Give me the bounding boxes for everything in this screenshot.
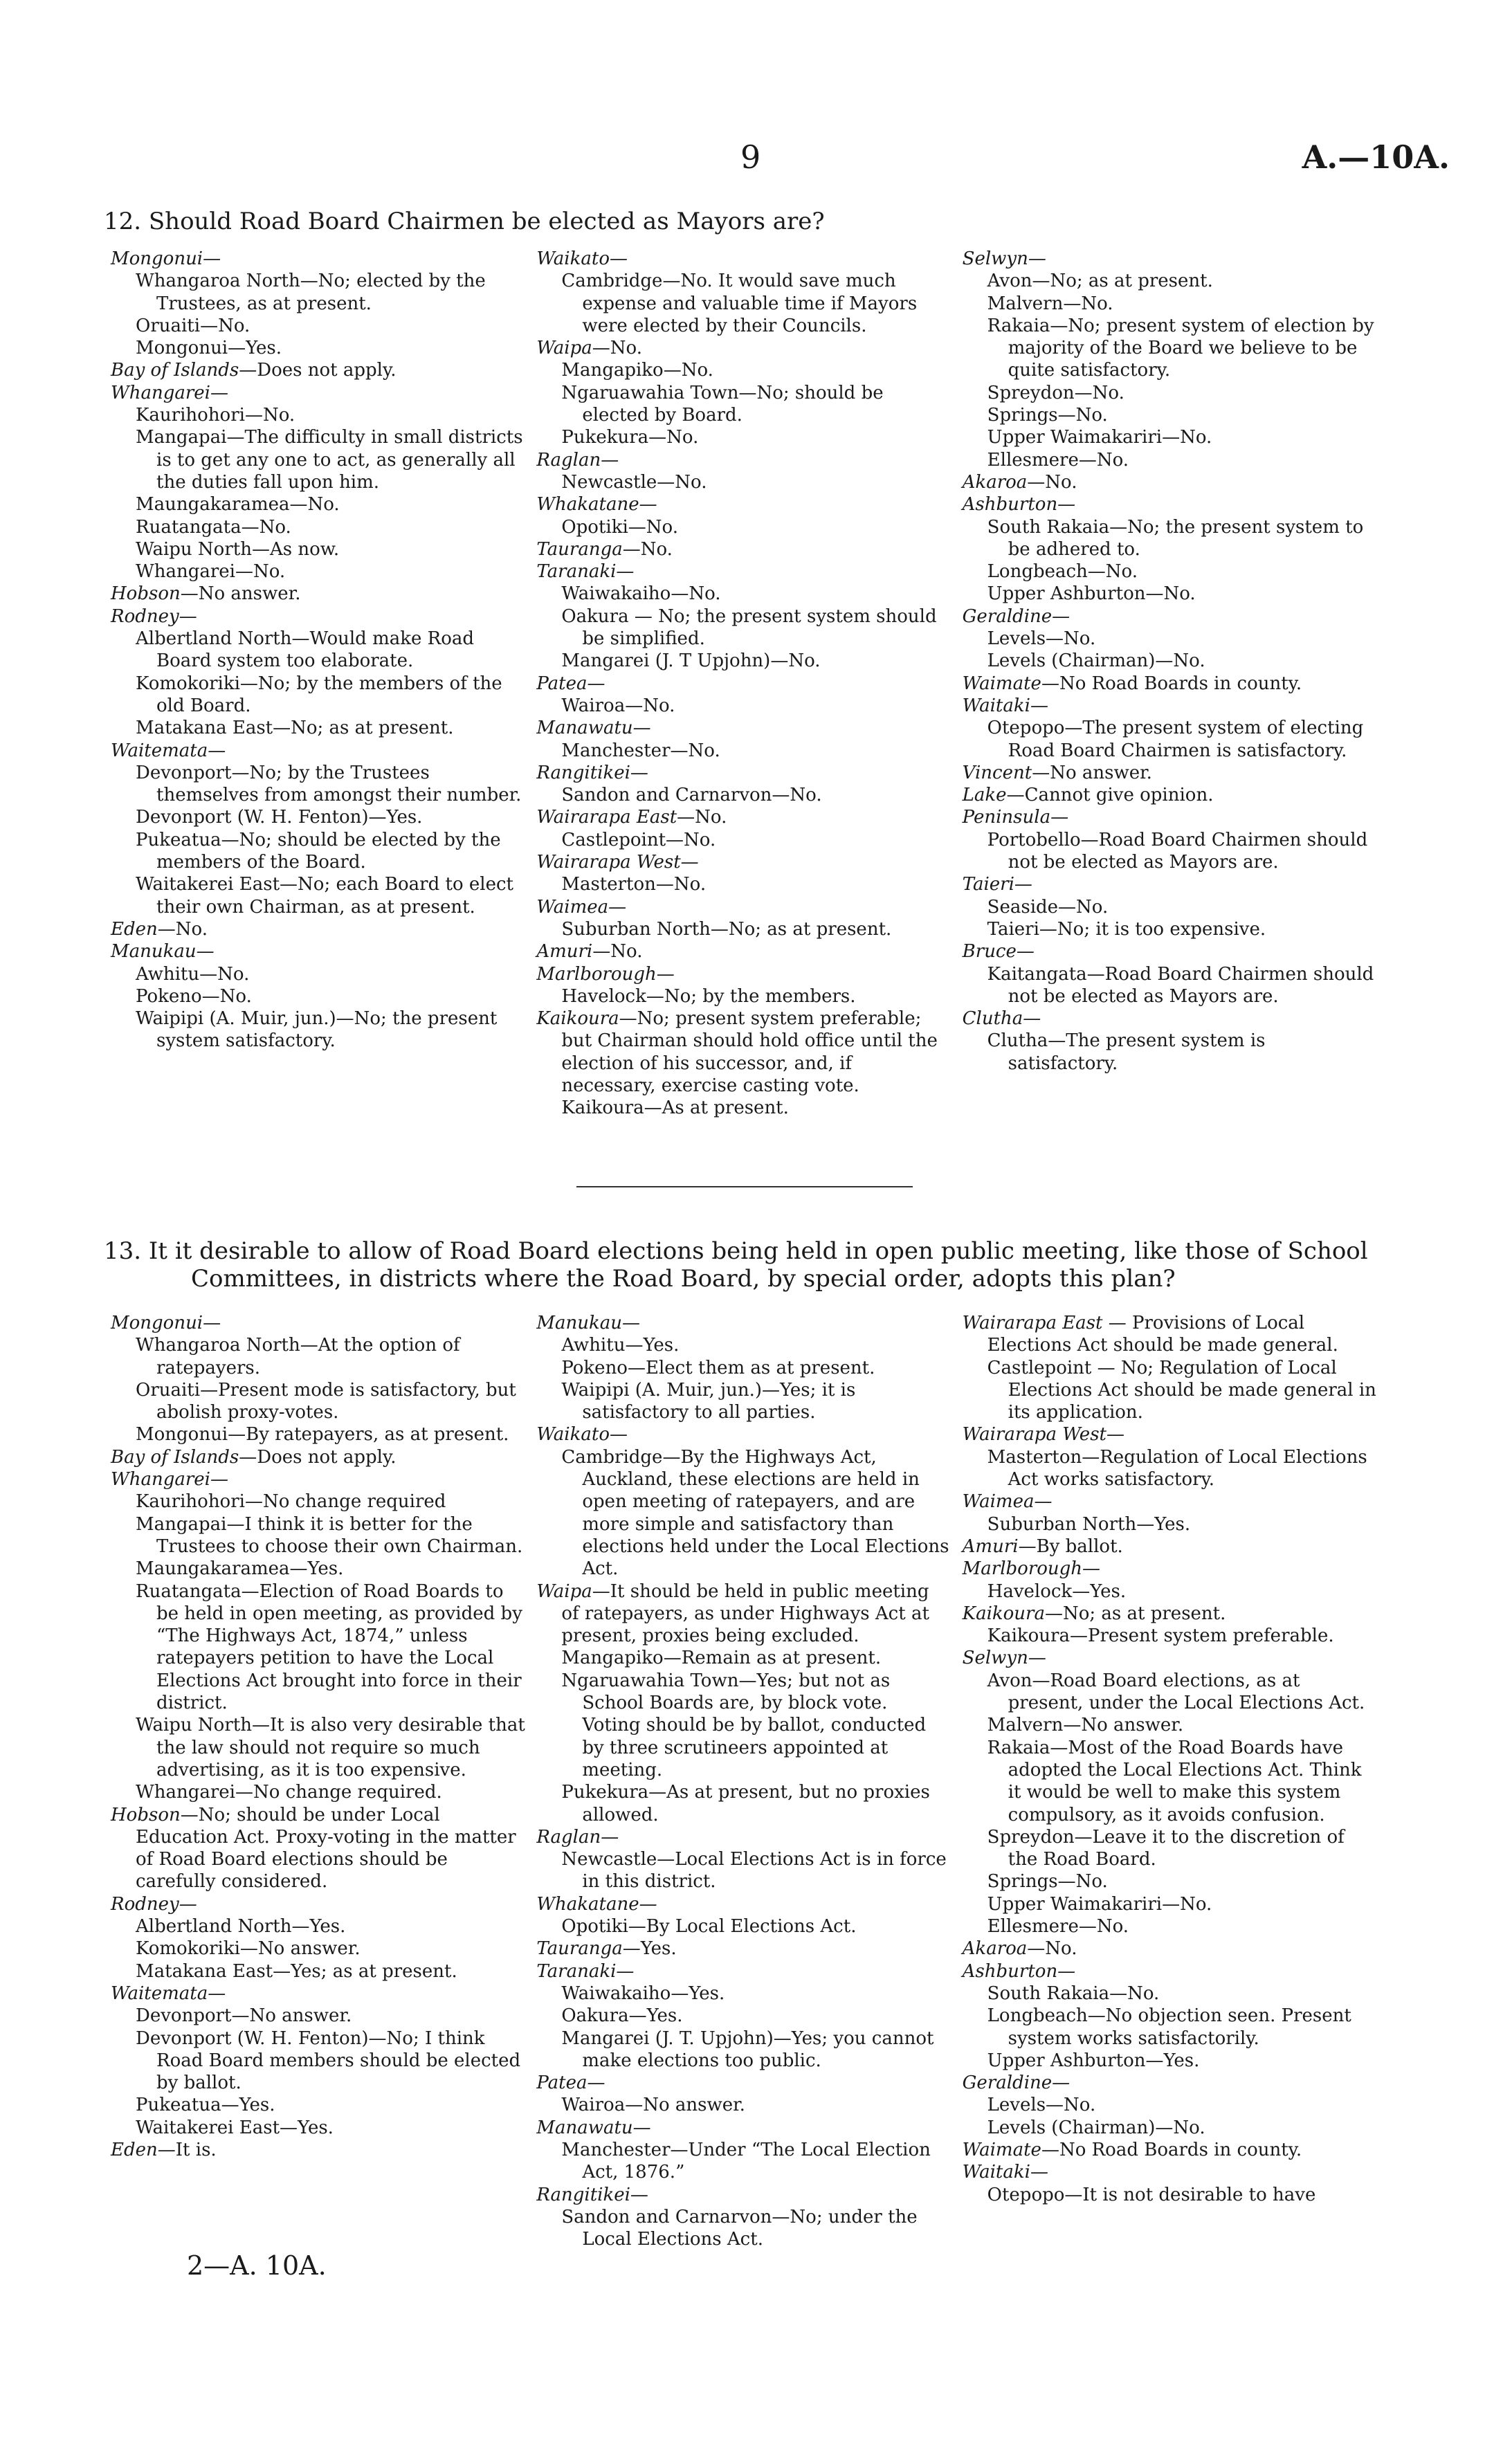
board-answer: Whangarei—No change required.: [136, 1782, 442, 1803]
question-13-answers: [111, 1312, 1377, 2250]
district-heading: [536, 673, 951, 695]
board-answer: Ngaruawahia Town—No; should be elected by Board.: [561, 382, 884, 426]
district-answer: —No.: [157, 918, 208, 940]
answers-column: [963, 248, 1377, 1120]
board-answer: Upper Ashburton—No.: [987, 583, 1196, 605]
board-answer: Manchester—No.: [561, 740, 720, 761]
board-answer: Oakura — No; the present system should be simplified.: [561, 605, 937, 650]
district-name: Vincent: [962, 762, 1032, 783]
board-answer: Albertland North—Yes.: [136, 1916, 346, 1938]
district-heading: [536, 1826, 951, 1848]
board-answer: Maungakaramea—No.: [136, 494, 340, 516]
board-answer: Komokoriki—No answer.: [136, 1938, 361, 1960]
district-name: Wairarapa West—: [536, 852, 699, 873]
section-divider: [576, 1186, 913, 1187]
district-answer: —Does not apply.: [239, 360, 397, 381]
board-answer: Ellesmere—No.: [987, 449, 1129, 471]
district-answer: —No answer.: [1032, 762, 1152, 783]
board-answer: Ngaruawahia Town—Yes; but not as School Boards are, by block vote. Voting should be by ballot, conducted by three scrutineers appointed at meeting.: [561, 1670, 927, 1780]
district-name: Taranaki—: [536, 1960, 635, 1982]
district-name: Waitemata—: [111, 1983, 226, 2004]
district-name: Marlborough—: [962, 1558, 1101, 1580]
board-answer: Kaikoura—Present system preferable.: [987, 1625, 1334, 1647]
district-heading: [963, 1938, 1377, 1960]
board-answer: Wairoa—No.: [561, 695, 675, 716]
board-answer: Levels—No.: [987, 628, 1096, 650]
district-heading: [963, 471, 1377, 493]
district-answer: —Yes.: [622, 1938, 677, 1960]
board-answer: Kaurihohori—No change required: [136, 1491, 446, 1513]
district-heading: [111, 605, 525, 628]
district-heading: [536, 2184, 951, 2206]
district-name: Raglan—: [536, 1826, 619, 1848]
district-answer: — Provisions of Local Elections Act should be made general.: [987, 1313, 1338, 1356]
district-name: Waipa: [536, 338, 592, 359]
district-heading: [536, 1312, 951, 1334]
board-answer: Opotiki—No.: [561, 516, 678, 538]
district-heading: [536, 337, 951, 359]
district-heading: [536, 561, 951, 583]
district-heading: [111, 1893, 525, 1915]
answers-column: [536, 248, 951, 1120]
district-heading: [963, 1558, 1377, 1580]
district-name: Patea—: [536, 673, 605, 694]
board-answer: Mongonui—By ratepayers, as at present.: [136, 1424, 509, 1446]
district-heading: [536, 851, 951, 873]
district-heading: [963, 673, 1377, 695]
board-answer: Seaside—No.: [987, 896, 1109, 918]
board-answer: Otepopo—The present system of electing Road Board Chairmen is satisfactory.: [987, 718, 1364, 761]
district-heading: [963, 605, 1377, 628]
district-name: Waitaki—: [962, 2162, 1048, 2183]
board-answer: Mangarei (J. T. Upjohn)—Yes; you cannot make elections too public.: [561, 2028, 934, 2071]
board-answer: Spreydon—Leave it to the discretion of the Road Board.: [987, 1826, 1345, 1870]
district-name: Tauranga: [536, 538, 623, 560]
district-heading: [536, 1960, 951, 1983]
district-heading: [536, 2072, 951, 2094]
board-answer: Avon—No; as at present.: [987, 271, 1213, 292]
board-answer: Pokeno—Elect them as at present.: [561, 1357, 875, 1378]
board-answer: Rakaia—No; present system of election by majority of the Board we believe to be quite satisfactory.: [987, 315, 1374, 381]
board-answer: Awhitu—Yes.: [561, 1335, 680, 1356]
district-heading: [963, 2139, 1377, 2161]
district-name: Whangarei—: [111, 382, 228, 403]
answers-column: [111, 248, 525, 1120]
district-name: Manawatu—: [536, 718, 651, 739]
district-name: Bay of Islands: [111, 1446, 239, 1468]
district-name: Waikato—: [536, 248, 628, 269]
board-answer: Masterton—Regulation of Local Elections Act works satisfactory.: [987, 1446, 1367, 1491]
district-heading: [111, 583, 525, 605]
board-answer: Devonport (W. H. Fenton)—No; I think Road Board members should be elected by ballot.: [136, 2028, 521, 2094]
district-heading: [963, 1491, 1377, 1513]
district-heading: [963, 784, 1377, 806]
district-name: Geraldine—: [962, 2072, 1071, 2094]
district-name: Patea—: [536, 2072, 605, 2094]
board-answer: Upper Ashburton—Yes.: [987, 2050, 1200, 2071]
district-name: Kaikoura: [962, 1603, 1045, 1624]
board-answer: Albertland North—Would make Road Board system too elaborate.: [136, 628, 475, 672]
board-answer: Mangapai—The difficulty in small districts is to get any one to act, as generally all the duties fall upon him.: [136, 427, 523, 493]
district-heading: [111, 918, 525, 940]
board-answer: Havelock—Yes.: [987, 1580, 1127, 1602]
district-name: Waimate: [962, 673, 1041, 694]
board-answer: Devonport—No answer.: [136, 2005, 352, 2027]
district-answer: —No.: [677, 807, 727, 828]
board-answer: Malvern—No.: [987, 293, 1113, 314]
board-answer: Waitakerei East—No; each Board to elect their own Chairman, as at present.: [136, 874, 513, 918]
district-name: Kaikoura: [536, 1008, 619, 1030]
district-answer: —No; should be under Local Education Act. Proxy-voting in the matter of Road Board elections should be carefully considered.: [136, 1804, 516, 1893]
district-heading: [963, 1423, 1377, 1446]
board-answer: Whangarei—No.: [136, 561, 286, 583]
district-name: Taranaki—: [536, 561, 635, 583]
district-heading: [963, 493, 1377, 516]
district-name: Selwyn—: [962, 1648, 1046, 1669]
board-answer: Waipu North—As now.: [136, 538, 340, 560]
district-answer: —No Road Boards in county.: [1041, 673, 1302, 694]
board-answer: Longbeach—No.: [987, 561, 1138, 583]
district-name: Manukau—: [111, 941, 215, 963]
district-answer: —No Road Boards in county.: [1041, 2139, 1302, 2160]
board-answer: Castlepoint—No.: [561, 829, 716, 850]
district-name: Hobson: [111, 583, 181, 605]
district-heading: [963, 1960, 1377, 1983]
board-answer: Pukekura—As at present, but no proxies allowed.: [561, 1782, 930, 1825]
board-answer: Portobello—Road Board Chairmen should not be elected as Mayors are.: [987, 829, 1368, 873]
district-answer: —No; present system preferable; but Chairman should hold office until the election of his successor, and, if necessary, exercise casting vote.: [561, 1008, 938, 1096]
board-answer: Cambridge—No. It would save much expense and valuable time if Mayors were elected by their Councils.: [561, 271, 918, 336]
page-signature: 2—A. 10A.: [187, 2250, 327, 2281]
district-answer: —It is.: [157, 2139, 217, 2160]
district-name: Wairarapa East: [536, 807, 677, 828]
district-answer: —Cannot give opinion.: [1006, 785, 1214, 806]
board-answer: Pukekura—No.: [561, 427, 699, 448]
board-answer: Matakana East—No; as at present.: [136, 718, 454, 739]
district-heading: [963, 806, 1377, 828]
district-name: Waipa: [536, 1580, 592, 1602]
board-answer: Pokeno—No.: [136, 985, 252, 1007]
district-heading: [963, 1008, 1377, 1030]
board-answer: Clutha—The present system is satisfactory.: [987, 1030, 1266, 1074]
district-name: Waitemata—: [111, 740, 226, 761]
district-heading: [111, 1446, 525, 1468]
board-answer: Kaikoura—As at present.: [561, 1097, 789, 1119]
district-heading: [963, 248, 1377, 270]
district-answer: —It should be held in public meeting of ratepayers, as under Highways Act at present, proxies being excluded.: [561, 1580, 929, 1647]
district-name: Bay of Islands: [111, 360, 239, 381]
district-heading: [536, 717, 951, 739]
board-answer: Springs—No.: [987, 1871, 1108, 1893]
board-answer: Opotiki—By Local Elections Act.: [561, 1916, 857, 1938]
document-reference: A.—10A.: [1302, 138, 1450, 176]
board-answer: Mangapiko—Remain as at present.: [561, 1648, 882, 1669]
board-answer: Maungakaramea—Yes.: [136, 1558, 344, 1580]
district-name: Raglan—: [536, 449, 619, 471]
board-answer: Devonport—No; by the Trustees themselves from amongst their number.: [136, 762, 522, 806]
district-heading: [111, 382, 525, 404]
district-name: Taieri—: [962, 874, 1032, 895]
district-name: Marlborough—: [536, 963, 675, 985]
question-13-heading: 13. It it desirable to allow of Road Board elections being held in open public meeting, like those of School Committees, in districts where the Road Board, by special order, adopts this plan?: [104, 1237, 1368, 1293]
district-name: Bruce—: [962, 941, 1035, 963]
board-answer: Oruaiti—Present mode is satisfactory, but abolish proxy-votes.: [136, 1379, 516, 1423]
board-answer: Waipipi (A. Muir, jun.)—No; the present system satisfactory.: [136, 1008, 498, 1052]
answers-column: [536, 1312, 951, 2250]
page-number: 9: [740, 138, 761, 176]
board-answer: Manchester—Under “The Local Election Act, 1876.”: [561, 2139, 931, 2183]
board-answer: Upper Waimakariri—No.: [987, 1893, 1212, 1915]
district-name: Ashburton—: [962, 494, 1076, 516]
district-name: Wairarapa West—: [962, 1424, 1124, 1446]
district-heading: [536, 896, 951, 918]
district-heading: [536, 1580, 951, 1648]
district-name: Rangitikei—: [536, 762, 648, 783]
district-name: Whangarei—: [111, 1469, 228, 1491]
board-answer: Ruatangata—Election of Road Boards to be held in open meeting, as provided by “The Highways Act, 1874,” unless ratepayers petition to have the Local Elections Act brought into force in their district.: [136, 1580, 522, 1714]
district-heading: [111, 1983, 525, 2005]
board-answer: Waiwakaiho—Yes.: [561, 1983, 725, 2004]
question-12-heading: 12. Should Road Board Chairmen be elected as Mayors are?: [104, 208, 825, 235]
district-name: Akaroa: [962, 1938, 1028, 1960]
board-answer: Levels (Chairman)—No.: [987, 650, 1205, 672]
board-answer: South Rakaia—No; the present system to be adhered to.: [987, 516, 1364, 560]
district-name: Selwyn—: [962, 248, 1046, 269]
board-answer: Masterton—No.: [561, 874, 707, 895]
district-name: Eden: [111, 918, 158, 940]
board-answer: Otepopo—It is not desirable to have: [987, 2184, 1316, 2205]
district-name: Ashburton—: [962, 1960, 1076, 1982]
district-heading: [536, 762, 951, 784]
district-heading: [111, 359, 525, 381]
board-answer: Mangarei (J. T Upjohn)—No.: [561, 650, 821, 672]
district-answer: —No.: [622, 538, 673, 560]
district-name: Waimate: [962, 2139, 1041, 2160]
district-heading: [536, 1893, 951, 1915]
board-answer: Longbeach—No objection seen. Present system works satisfactorily.: [987, 2005, 1351, 2049]
board-answer: Mongonui—Yes.: [136, 338, 282, 359]
district-heading: [963, 940, 1377, 963]
board-answer: Waitakerei East—Yes.: [136, 2117, 334, 2138]
board-answer: Oruaiti—No.: [136, 315, 251, 336]
district-heading: [536, 2117, 951, 2139]
board-answer: Waipipi (A. Muir, jun.)—Yes; it is satisfactory to all parties.: [561, 1379, 856, 1423]
board-answer: Oakura—Yes.: [561, 2005, 683, 2027]
board-answer: Pukeatua—No; should be elected by the members of the Board.: [136, 829, 501, 873]
board-answer: Wairoa—No answer.: [561, 2095, 745, 2116]
district-name: Manukau—: [536, 1313, 640, 1333]
district-name: Peninsula—: [962, 807, 1069, 828]
board-answer: Whangaroa North—At the option of ratepayers.: [136, 1335, 460, 1378]
district-heading: [536, 449, 951, 471]
district-name: Lake: [962, 785, 1007, 806]
district-name: Waimea—: [536, 896, 627, 918]
district-name: Wairarapa East: [962, 1313, 1103, 1333]
district-answer: —Does not apply.: [239, 1446, 397, 1468]
answers-column: [111, 1312, 525, 2250]
district-heading: [963, 2072, 1377, 2094]
district-name: Manawatu—: [536, 2117, 651, 2138]
board-answer: Komokoriki—No; by the members of the old Board.: [136, 673, 502, 716]
district-heading: [536, 1008, 951, 1097]
board-answer: Mangapai—I think it is better for the Trustees to choose their own Chairman.: [136, 1513, 523, 1557]
district-answer: —No answer.: [180, 583, 301, 605]
district-answer: —By ballot.: [1018, 1536, 1123, 1557]
district-heading: [963, 1536, 1377, 1558]
district-name: Akaroa: [962, 471, 1028, 493]
district-heading: [536, 963, 951, 985]
board-answer: South Rakaia—No.: [987, 1983, 1160, 2004]
district-heading: [963, 762, 1377, 784]
district-name: Waimea—: [962, 1491, 1053, 1513]
board-answer: Upper Waimakariri—No.: [987, 427, 1212, 448]
district-heading: [536, 538, 951, 561]
board-answer: Kaitangata—Road Board Chairmen should not be elected as Mayors are.: [987, 963, 1374, 1007]
district-name: Whakatane—: [536, 494, 657, 516]
board-answer: Castlepoint — No; Regulation of Local Elections Act should be made general in its application.: [987, 1357, 1376, 1423]
district-heading: [111, 1468, 525, 1491]
board-answer: Malvern—No answer.: [987, 1715, 1184, 1736]
district-name: Rodney—: [111, 605, 197, 627]
board-answer: Devonport (W. H. Fenton)—Yes.: [136, 807, 423, 828]
district-name: Rodney—: [111, 1893, 197, 1915]
board-answer: Ruatangata—No.: [136, 516, 291, 538]
district-name: Tauranga: [536, 1938, 623, 1960]
board-answer: Springs—No.: [987, 405, 1108, 426]
district-heading: [111, 2139, 525, 2161]
district-heading: [536, 806, 951, 828]
district-answer: —No.: [592, 941, 643, 963]
district-name: Rangitikei—: [536, 2184, 648, 2205]
board-answer: Pukeatua—Yes.: [136, 2095, 275, 2116]
district-name: Mongonui—: [111, 1313, 221, 1333]
district-name: Waikato—: [536, 1424, 628, 1446]
district-heading: [536, 493, 951, 516]
board-answer: Taieri—No; it is too expensive.: [987, 918, 1266, 940]
board-answer: Awhitu—No.: [136, 963, 250, 985]
district-name: Eden: [111, 2139, 158, 2160]
board-answer: Waiwakaiho—No.: [561, 583, 721, 605]
district-answer: —No; as at present.: [1044, 1603, 1226, 1624]
board-answer: Levels (Chairman)—No.: [987, 2117, 1205, 2138]
board-answer: Kaurihohori—No.: [136, 405, 295, 426]
district-name: Geraldine—: [962, 605, 1071, 627]
board-answer: Spreydon—No.: [987, 382, 1124, 403]
district-heading: [963, 1603, 1377, 1625]
district-heading: [111, 1804, 525, 1893]
board-answer: Suburban North—Yes.: [987, 1513, 1191, 1535]
district-answer: —No.: [1027, 1938, 1077, 1960]
district-name: Clutha—: [962, 1008, 1041, 1030]
question-12-answers: [111, 248, 1377, 1120]
board-answer: Newcastle—Local Elections Act is in force in this district.: [561, 1849, 947, 1893]
district-name: Waitaki—: [962, 695, 1048, 716]
board-answer: Avon—Road Board elections, as at present, under the Local Elections Act.: [987, 1670, 1365, 1714]
board-answer: Sandon and Carnarvon—No; under the Local Elections Act.: [561, 2206, 918, 2250]
answers-column: [963, 1312, 1377, 2250]
board-answer: Ellesmere—No.: [987, 1916, 1129, 1938]
board-answer: Havelock—No; by the members.: [561, 985, 856, 1007]
district-heading: [536, 248, 951, 270]
district-heading: [536, 1938, 951, 1960]
district-heading: [111, 940, 525, 963]
board-answer: Cambridge—By the Highways Act, Auckland, these elections are held in open meeting of ratepayers, and are more simple and satisfactory than elections held under the Local Elections Act.: [561, 1446, 949, 1580]
district-name: Amuri: [962, 1536, 1019, 1557]
board-answer: Waipu North—It is also very desirable that the law should not require so much advertising, as it is too expensive.: [136, 1715, 525, 1780]
district-heading: [963, 695, 1377, 717]
board-answer: Sandon and Carnarvon—No.: [561, 785, 822, 806]
district-heading: [963, 2161, 1377, 2183]
district-name: Whakatane—: [536, 1893, 657, 1915]
board-answer: Whangaroa North—No; elected by the Trustees, as at present.: [136, 271, 486, 314]
board-answer: Matakana East—Yes; as at present.: [136, 1960, 457, 1982]
district-heading: [111, 1312, 525, 1334]
district-name: Mongonui—: [111, 248, 221, 269]
board-answer: Rakaia—Most of the Road Boards have adopted the Local Elections Act. Think it would be well to make this system compulsory, as it avoids confusion.: [987, 1737, 1362, 1825]
district-heading: [963, 1647, 1377, 1669]
board-answer: Newcastle—No.: [561, 471, 707, 493]
district-heading: [536, 940, 951, 963]
district-heading: [963, 873, 1377, 895]
board-answer: Mangapiko—No.: [561, 360, 713, 381]
board-answer: Suburban North—No; as at present.: [561, 918, 892, 940]
district-heading: [536, 1423, 951, 1446]
district-heading: [963, 1312, 1377, 1357]
district-heading: [111, 740, 525, 762]
board-answer: Levels—No.: [987, 2095, 1096, 2116]
district-answer: —No.: [592, 338, 642, 359]
district-answer: —No.: [1027, 471, 1077, 493]
district-name: Amuri: [536, 941, 593, 963]
district-name: Hobson: [111, 1804, 181, 1825]
district-heading: [111, 248, 525, 270]
